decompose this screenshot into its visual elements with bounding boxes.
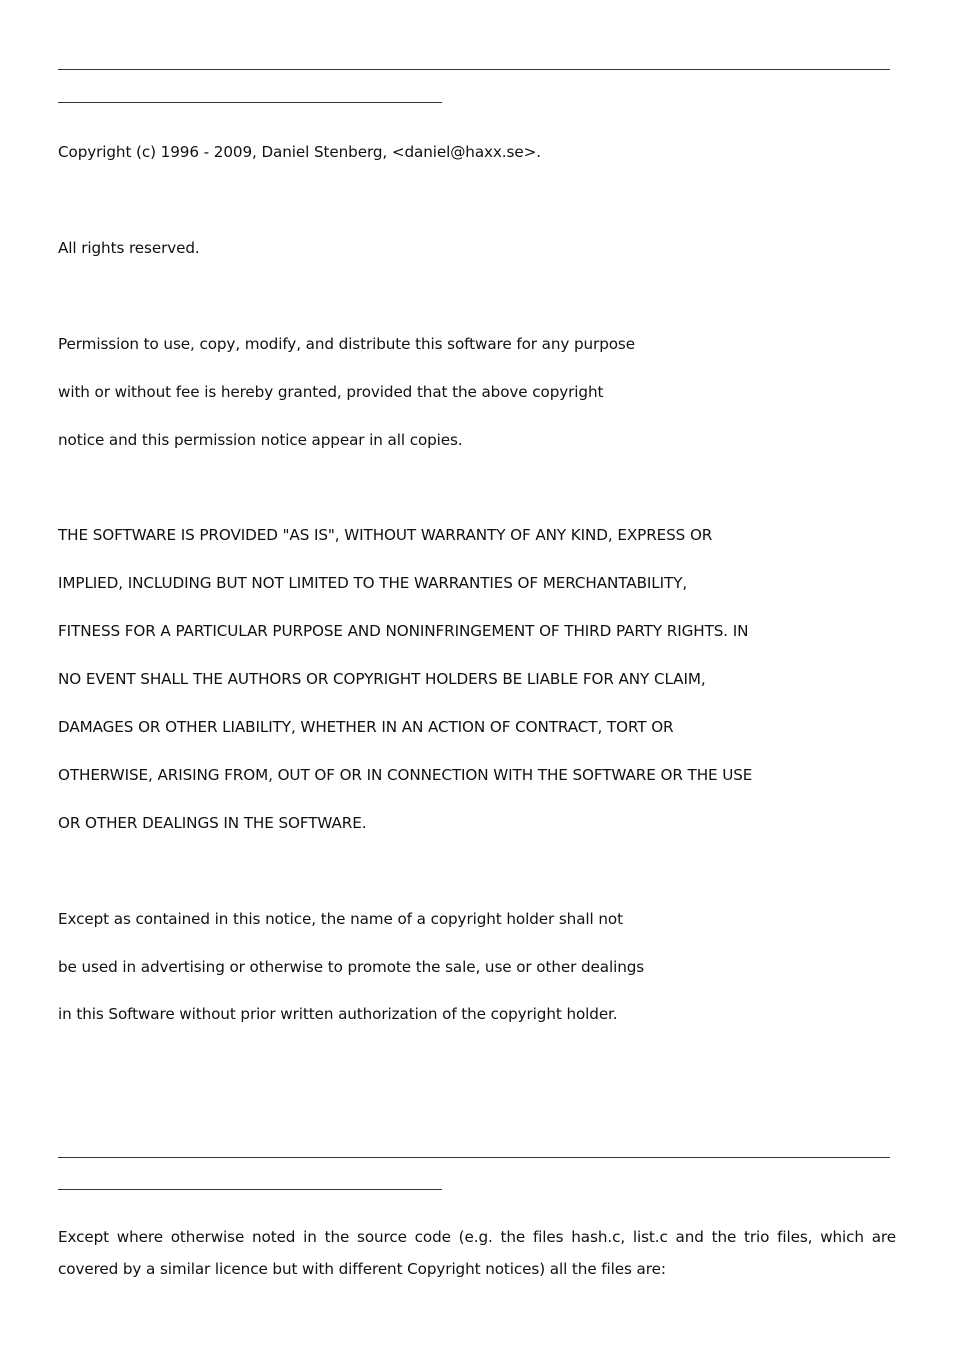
warranty-line: IMPLIED, INCLUDING BUT NOT LIMITED TO THE WARRANTIES OF MERCHANTABILITY, xyxy=(58,574,688,592)
separator-line xyxy=(58,1189,442,1190)
separator-line xyxy=(58,69,890,70)
separator-line xyxy=(58,102,442,103)
exception-line: Except as contained in this notice, the name of a copyright holder shall not xyxy=(58,910,623,928)
warranty-line: NO EVENT SHALL THE AUTHORS OR COPYRIGHT HOLDERS BE LIABLE FOR ANY CLAIM, xyxy=(58,670,706,688)
separator-line xyxy=(58,1157,890,1158)
files-intro-paragraph: Except where otherwise noted in the source code (e.g. the files hash.c, list.c and the trio files, which are covered by a similar licence but with different Copyright notices) all the files are: xyxy=(58,1228,896,1278)
warranty-line: THE SOFTWARE IS PROVIDED "AS IS", WITHOUT WARRANTY OF ANY KIND, EXPRESS OR xyxy=(58,526,713,544)
warranty-line: FITNESS FOR A PARTICULAR PURPOSE AND NONINFRINGEMENT OF THIRD PARTY RIGHTS. IN xyxy=(58,622,749,640)
exception-line: in this Software without prior written authorization of the copyright holder. xyxy=(58,1005,618,1023)
copyright-line: Copyright (c) 1996 - 2009, Daniel Stenberg, <daniel@haxx.se>. xyxy=(58,143,541,161)
rights-reserved-line: All rights reserved. xyxy=(58,239,200,257)
permission-line: Permission to use, copy, modify, and distribute this software for any purpose xyxy=(58,335,635,353)
warranty-line: OR OTHER DEALINGS IN THE SOFTWARE. xyxy=(58,814,367,832)
permission-line: with or without fee is hereby granted, provided that the above copyright xyxy=(58,383,604,401)
exception-line: be used in advertising or otherwise to promote the sale, use or other dealings xyxy=(58,958,645,976)
permission-line: notice and this permission notice appear in all copies. xyxy=(58,431,463,449)
warranty-line: OTHERWISE, ARISING FROM, OUT OF OR IN CONNECTION WITH THE SOFTWARE OR THE USE xyxy=(58,766,753,784)
warranty-line: DAMAGES OR OTHER LIABILITY, WHETHER IN AN ACTION OF CONTRACT, TORT OR xyxy=(58,718,674,736)
